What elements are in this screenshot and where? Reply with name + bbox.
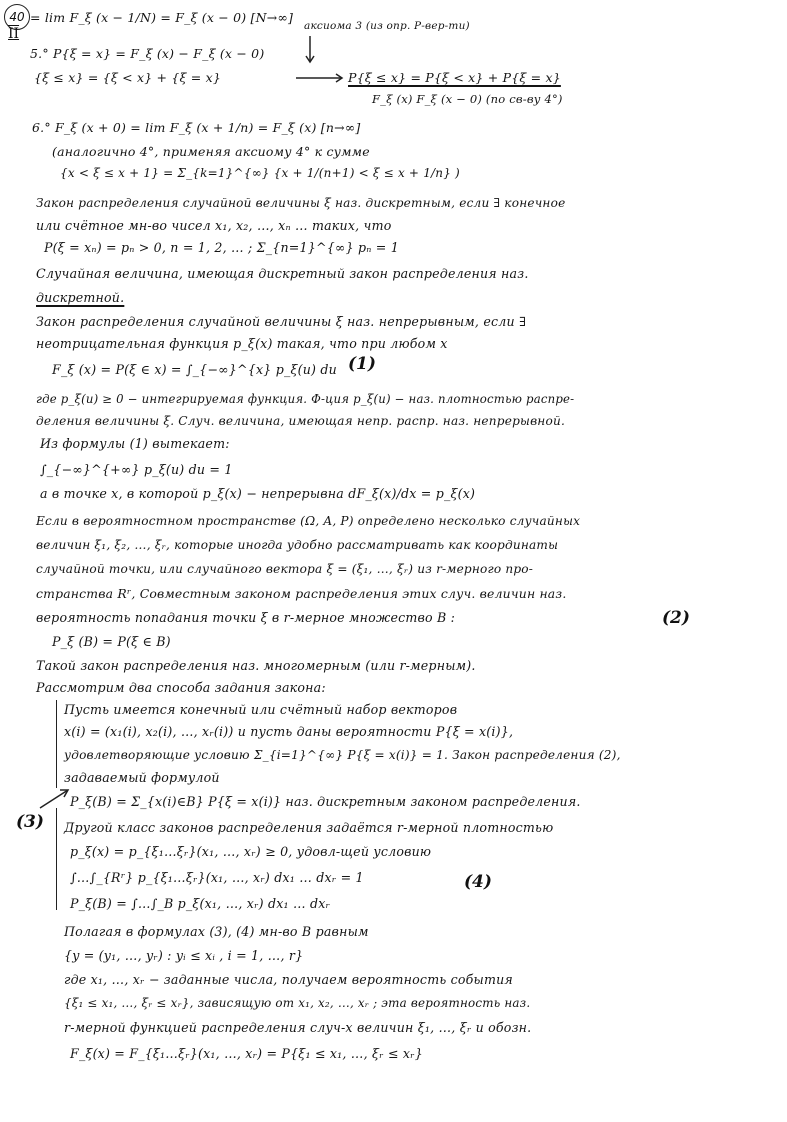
page-number: 40 — [4, 4, 30, 30]
formula-line: а в точке x, в которой p_ξ(x) − непрерывна dF_ξ(x)/dx = p_ξ(x) — [40, 486, 476, 501]
text-line: или счётное мн-во чисел x₁, x₂, …, xₙ … таких, что — [36, 218, 392, 233]
text-line: где p_ξ(u) ≥ 0 − интегрируемая функция. Ф-ция p_ξ(u) − наз. плотностью распре- — [36, 392, 575, 406]
formula-line: {y = (y₁, …, yᵣ) : yᵢ ≤ xᵢ , i = 1, …, r} — [64, 948, 304, 963]
text-line: {ξ₁ ≤ x₁, …, ξᵣ ≤ xᵣ}, зависящую от x₁, x₂, …, xᵣ ; эта вероятность наз. — [64, 996, 531, 1010]
text-line: Пусть имеется конечный или счётный набор векторов — [64, 702, 458, 717]
text-line: случайной точки, или случайного вектора ξ = (ξ₁, …, ξᵣ) из r-мерного про- — [36, 562, 534, 576]
formula-line: ∫…∫_{Rʳ} p_{ξ₁…ξᵣ}(x₁, …, xᵣ) dx₁ … dxᵣ = 1 — [70, 870, 364, 885]
section-mark: II — [8, 26, 20, 42]
equation-label: (2) — [662, 608, 690, 628]
text-line: {ξ ≤ x} = {ξ < x} + {ξ = x} — [34, 70, 222, 85]
text-line: r-мерной функцией распределения случ-х величин ξ₁, …, ξᵣ и обозн. — [64, 1020, 532, 1035]
text-line: Рассмотрим два способа задания закона: — [36, 680, 326, 695]
text-line: 5.° P{ξ = x} = F_ξ (x) − F_ξ (x − 0) — [30, 46, 265, 61]
text-line: деления величины ξ. Случ. величина, имеющая непр. распр. наз. непрерывной. — [36, 414, 565, 428]
text-line: P(ξ = xₙ) = pₙ > 0, n = 1, 2, … ; Σ_{n=1}^{∞} pₙ = 1 — [44, 240, 399, 255]
text-line: x(i) = (x₁(i), x₂(i), …, xᵣ(i)) и пусть даны вероятности P{ξ = x(i)}, — [64, 724, 514, 739]
formula-line: F_ξ(x) = F_{ξ₁…ξᵣ}(x₁, …, xᵣ) = P{ξ₁ ≤ x₁, …, ξᵣ ≤ xᵣ} — [70, 1046, 423, 1061]
text-line: (аналогично 4°, применяя аксиому 4° к сумме — [52, 144, 370, 159]
text-line: Закон распределения случайной величины ξ наз. непрерывным, если ∃ — [36, 314, 527, 329]
text-line: задаваемый формулой — [64, 770, 220, 785]
equation-label: (4) — [464, 872, 492, 892]
text-line: неотрицательная функция p_ξ(x) такая, что при любом x — [36, 336, 448, 351]
text-line: Другой класс законов распределения задаётся r-мерной плотностью — [64, 820, 554, 835]
text-line: дискретной. — [36, 290, 125, 305]
formula-line: P_ξ (B) = P(ξ ∈ B) — [52, 634, 171, 649]
formula-line: p_ξ(x) = p_{ξ₁…ξᵣ}(x₁, …, xᵣ) ≥ 0, удовл-щей условию — [70, 844, 432, 859]
text-line: удовлетворяющие условию Σ_{i=1}^{∞} P{ξ = x(i)} = 1. Закон распределения (2), — [64, 748, 621, 762]
text-line: Из формулы (1) вытекает: — [40, 436, 230, 451]
text-line: 6.° F_ξ (x + 0) = lim F_ξ (x + 1/n) = F_ξ (x) [n→∞] — [32, 120, 361, 135]
text-line: вероятность попадания точки ξ в r-мерное множество B : — [36, 610, 456, 625]
text-line: где x₁, …, xᵣ − заданные числа, получаем вероятность события — [64, 972, 513, 987]
arrow-line — [40, 790, 68, 808]
text-line: Случайная величина, имеющая дискретный закон распределения наз. — [36, 266, 529, 281]
text-line: Такой закон распределения наз. многомерным (или r-мерным). — [36, 658, 476, 673]
text-line: Полагая в формулах (3), (4) мн-во B равным — [64, 924, 369, 939]
text-line: Закон распределения случайной величины ξ наз. дискретным, если ∃ конечное — [36, 196, 566, 210]
equation-label: (1) — [348, 354, 376, 374]
text-line: = lim F_ξ (x − 1/N) = F_ξ (x − 0) [N→∞] — [30, 10, 294, 25]
equation-label: (3) — [16, 812, 44, 832]
text-line: P{ξ ≤ x} = P{ξ < x} + P{ξ = x} — [348, 70, 561, 85]
formula-line: P_ξ(B) = ∫…∫_B p_ξ(x₁, …, xᵣ) dx₁ … dxᵣ — [70, 896, 331, 911]
formula-line: F_ξ (x) = P(ξ ∈ x) = ∫_{−∞}^{x} p_ξ(u) du — [52, 362, 337, 377]
text-line: странства Rʳ, Совместным законом распределения этих случ. величин наз. — [36, 586, 567, 601]
text-line-annotation: аксиома 3 (из опр. Р-вер-ти) — [304, 20, 470, 32]
formula-line: P_ξ(B) = Σ_{x(i)∈B} P{ξ = x(i)} наз. дискретным законом распределения. — [70, 794, 581, 809]
formula-line: ∫_{−∞}^{+∞} p_ξ(u) du = 1 — [40, 462, 233, 477]
text-line: Если в вероятностном пространстве (Ω, A, P) определено несколько случайных — [36, 514, 581, 528]
text-line: F_ξ (x) F_ξ (x − 0) (по св-ву 4°) — [372, 92, 563, 106]
text-line: {x < ξ ≤ x + 1} = Σ_{k=1}^{∞} {x + 1/(n+1) < ξ ≤ x + 1/n} ) — [60, 166, 460, 180]
text-line: величин ξ₁, ξ₂, …, ξᵣ, которые иногда удобно рассматривать как координаты — [36, 538, 559, 552]
